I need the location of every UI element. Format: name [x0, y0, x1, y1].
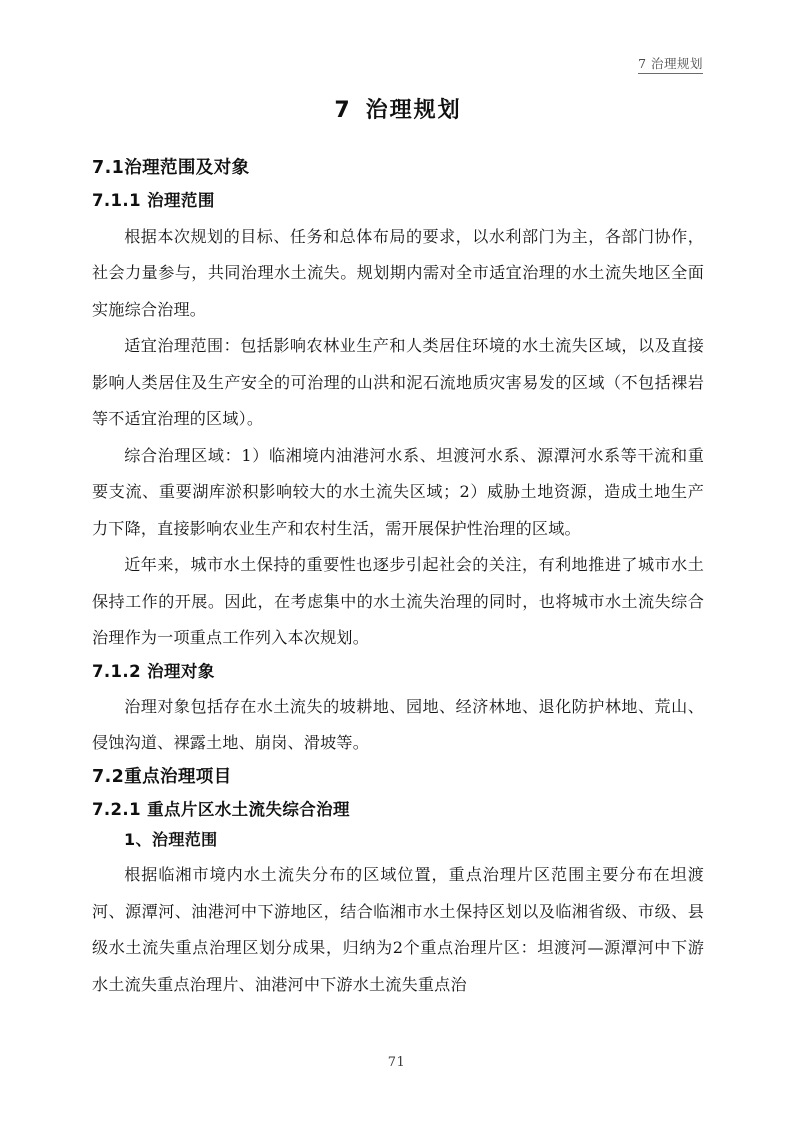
- paragraph: 近年来，城市水土保持的重要性也逐步引起社会的关注，有利地推进了城市水土保持工作的开展。因此，在考虑集中的水土流失治理的同时，也将城市水土流失综合治理作为一项重点工作列入本次规划。: [92, 555, 704, 648]
- heading-7-2: 7.2重点治理项目: [92, 766, 232, 787]
- page-title-text: 治理规划: [365, 98, 462, 123]
- heading-7-1-2: 7.1.2 治理对象: [92, 661, 215, 681]
- paragraph: 根据临湘市境内水土流失分布的区域位置，重点治理片区范围主要分布在坦渡河、源潭河、油港河中下游地区，结合临湘市水土保持区划以及临湘省级、市级、县级水土流失重点治理区划分成果，归纳为2个重点治理片区：坦渡河—源潭河中下游水土流失重点治理片、油港河中下游水土流失重点治: [92, 865, 704, 994]
- running-header-text: 7 治理规划: [638, 56, 703, 74]
- page-footer: [0, 1051, 793, 1070]
- paragraph: 适宜治理范围：包括影响农林业生产和人类居住环境的水土流失区域，以及直接影响人类居住及生产安全的可治理的山洪和泥石流地质灾害易发的区域（不包括裸岩等不适宜治理的区域）。: [92, 336, 704, 429]
- running-header: [92, 56, 703, 74]
- heading-7-1-1: 7.1.1 治理范围: [92, 191, 215, 211]
- document-body: [92, 94, 704, 1003]
- paragraph: 综合治理区域：1）临湘境内油港河水系、坦渡河水系、源潭河水系等干流和重要支流、重要湖库淤积影响较大的水土流失区域；2）威胁土地资源，造成土地生产力下降，直接影响农业生产和农村生活，需开展保护性治理的区域。: [92, 445, 704, 538]
- paragraph: 根据本次规划的目标、任务和总体布局的要求，以水利部门为主，各部门协作，社会力量参与，共同治理水土流失。规划期内需对全市适宜治理的水土流失地区全面实施综合治理。: [92, 226, 704, 319]
- page-title-number: 7: [334, 98, 350, 123]
- page-title: [92, 94, 704, 127]
- paragraph: 治理对象包括存在水土流失的坡耕地、园地、经济林地、退化防护林地、荒山、侵蚀沟道、裸露土地、崩岗、滑坡等。: [92, 696, 704, 753]
- heading-7-2-1: 7.2.1 重点片区水土流失综合治理: [92, 800, 350, 820]
- heading-7-1: 7.1治理范围及对象: [92, 158, 250, 178]
- heading-item-1: 1、治理范围: [124, 830, 218, 850]
- page-number: 71: [387, 1055, 406, 1070]
